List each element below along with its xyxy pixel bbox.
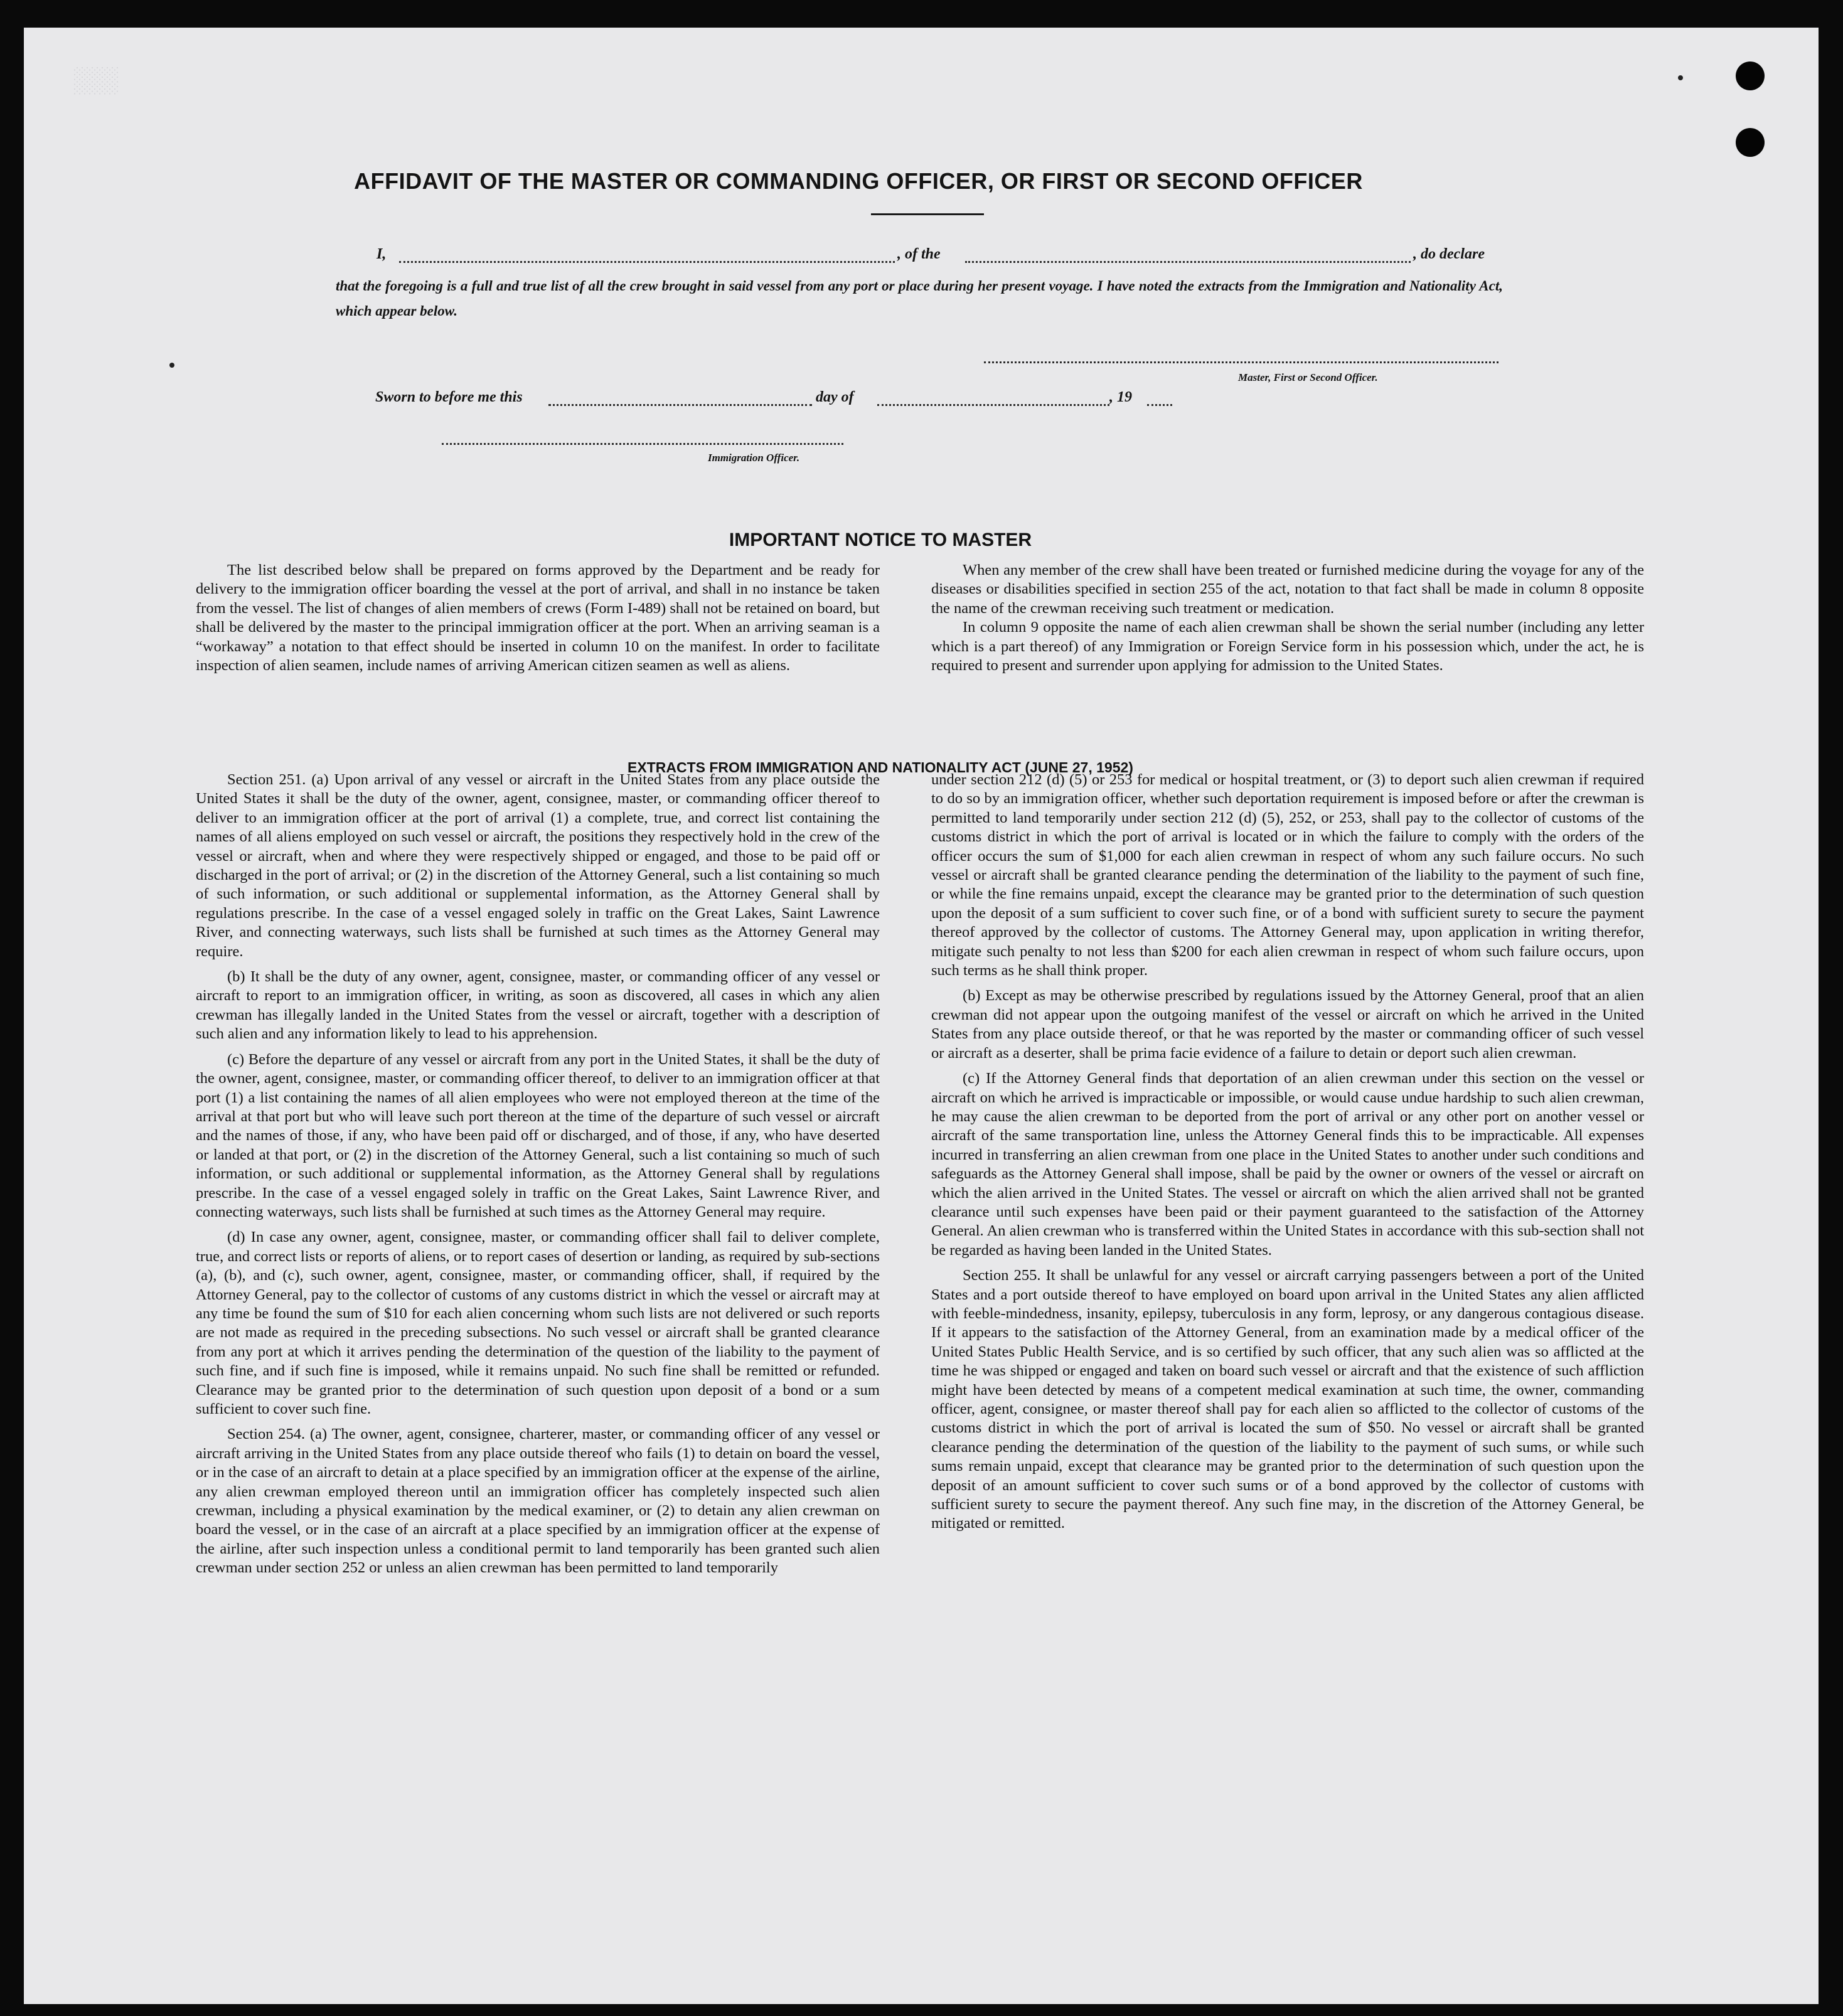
declaration-text: that the foregoing is a full and true list of all the crew brought in said vessel from any port or place during her present voyage. I have noted the extracts from the Immigration and Nationality Act, which appear below. [336, 278, 1503, 319]
section-251d-text: (d) In case any owner, agent, consignee, master, or commanding officer shall fail to deliver complete, true, and correct lists or reports of aliens, or to report cases of desertion or landing, as required by sub-sections (a), (b), and (c), such owner, agent, consignee, master, or commanding officer, shall, if required by the Attorney General, pay to the collector of customs of any customs district in which the vessel or aircraft may at any time be found the sum of $10 for each alien concerning whom such lists are not delivered or such reports are not made as required in the preceding subsections. No such vessel or aircraft shall be granted clearance from any port at which it arrives pending the determination of the question of the liability to the payment of such fine, and if such fine is imposed, while it remains unpaid. No such fine shall be remitted or refunded. Clearance may be granted prior to the determination of such question upon deposit of a bond or a sum sufficient to cover such fine. [196, 1229, 880, 1417]
document-page [24, 28, 1819, 2004]
section-251c-text: (c) Before the departure of any vessel or aircraft from any port in the United States, it shall be the duty of the owner, agent, consignee, master, or commanding officer thereof, to deliver to an immigration officer at that port (1) a list containing the names of all alien employees who were not employed thereon at the time of the arrival at that port but who will leave such port thereon at the time of the departure of such vessel or aircraft and the names of those, if any, who have been paid off or discharged, and of those, if any, who have deserted or landed at that port, or (2) in the discretion of the Attorney General, such a list containing so much of such information, or such additional or supplemental information, as the Attorney General shall by regulations prescribe. In the case of a vessel engaged solely in traffic on the Great Lakes, Saint Lawrence River, and connecting waterways, such lists shall be furnished at such times as the Attorney General may require. [196, 1050, 880, 1220]
section-251b-text: (b) It shall be the duty of any owner, agent, consignee, master, or commanding officer of any vessel or aircraft to report to an immigration officer, in writing, as soon as discovered, all cases in which any alien crewman has illegally landed in the United States from the vessel or aircraft, together with a description of such alien and any information likely to lead to his apprehension. [196, 968, 880, 1043]
extracts-right-column [931, 771, 1644, 1540]
affidavit-title: AFFIDAVIT OF THE MASTER OR COMMANDING OFFICER, OR FIRST OR SECOND OFFICER [354, 168, 1363, 194]
vessel-field[interactable] [965, 261, 1411, 263]
scan-speck [169, 363, 174, 368]
notice-title: IMPORTANT NOTICE TO MASTER [729, 530, 1032, 550]
officer-signature-label: Immigration Officer. [708, 452, 800, 464]
sworn-date-field[interactable] [548, 404, 812, 406]
of-the-label: , of the [897, 246, 941, 262]
punch-hole-top [1736, 61, 1765, 90]
punch-hole-bottom [1736, 128, 1765, 157]
show-through-texture: ░░░ [74, 65, 120, 93]
notice-right-column [931, 561, 1644, 681]
section-254a-text: Section 254. (a) The owner, agent, consignee, charterer, master, or commanding officer of any vessel or aircraft arriving in the United States from any place outside thereof who fails (1) to detain on board the vessel, or in the case of an aircraft to detain at a place specified by an immigration officer at the expense of the airline, any alien crewman employed thereon until an immigration officer has completely inspected such alien crewman, including a physical examination by the medical examiner, or (2) to detain any alien crewman on board the vessel, or in the case of an aircraft at a place specified by an immigration officer at the expense of the airline, after such inspection unless a conditional permit to land temporarily has been granted such alien crewman under section 252 or unless an alien crewman has been permitted to land temporarily [196, 1426, 880, 1577]
year-label: , 19 [1109, 389, 1132, 405]
do-declare-label: , do declare [1413, 246, 1485, 262]
sworn-month-field[interactable] [877, 404, 1109, 406]
section-251a-text: Section 251. (a) Upon arrival of any vessel or aircraft in the United States from any place outside the United States it shall be the duty of the owner, agent, consignee, master, or commanding officer thereof to deliver to an immigration officer at the port of arrival (1) a complete, true, and correct list containing the names of all aliens employed on such vessel or aircraft, the positions they respectively hold in the crew of the vessel or aircraft, when and where they were respectively shipped or engaged, and those to be paid off or discharged in the port of arrival; or (2) in the discretion of the Attorney General, such a list containing so much of such information, or such additional or supplemental information, as the Attorney General shall by regulations prescribe. In the case of a vessel engaged solely in traffic on the Great Lakes, Saint Lawrence River, and connecting waterways, such lists shall be furnished at such times as the Attorney General may require. [196, 771, 880, 960]
section-254a-continued-text: under section 212 (d) (5) or 253 for medical or hospital treatment, or (3) to deport such alien crewman if required to do so by an immigration officer, whether such deportation requirement is imposed before or after the crewman is permitted to land temporarily under section 212 (d) (5), 252, or 253, shall pay to the collector of customs of the customs district in which the port of arrival is located or in which the failure to comply with the orders of the officer occurs the sum of $1,000 for each alien crewman in respect of whom any such failure occurs. No such vessel or aircraft shall be granted clearance pending the determination of the liability to the payment of such fine, or while the fine remains unpaid, except the clearance may be granted prior to the determination of such question upon the deposit of a sum sufficient to cover such fine, or of a bond with sufficient surety to secure the payment thereof approved by the collector of customs. The Attorney General may, upon application in writing therefor, mitigate such penalty to not less than $200 for each alien crewman in respect of whom such failure occurs, upon such terms as he shall think proper. [931, 771, 1644, 979]
officer-signature-field[interactable] [442, 443, 843, 445]
master-signature-field[interactable] [984, 361, 1498, 363]
notice-right-paragraph: When any member of the crew shall have been treated or furnished medicine during the voyage for any of the diseases or disabilities specified in section 255 of the act, notation to that fact shall be made in column 8 opposite the name of the crewman receiving such treatment or medication. [931, 562, 1644, 617]
master-signature-label: Master, First or Second Officer. [1238, 371, 1378, 383]
title-underline [871, 213, 984, 215]
section-254c-text: (c) If the Attorney General finds that deportation of an alien crewman under this section on the vessel or aircraft on which he arrived is impracticable or impossible, or would cause undue hardship to such alien crewman, he may cause the alien crewman to be deported from the port of arrival or any other port on another vessel or aircraft of the same transportation line, unless the Attorney General finds this to be impracticable. All expenses incurred in transferring an alien crewman from one place in the United States to another under such conditions and safeguards as the Attorney General shall impose, shall be paid by the owner or owners of the vessel or aircraft on which the alien arrived in the United States. The vessel or aircraft on which the alien arrived shall not be granted clearance until such expenses have been paid or their payment guaranteed to the satisfaction of the Attorney General. An alien crewman who is transferred within the United States in accordance with this sub-section shall not be regarded as having been landed in the United States. [931, 1070, 1644, 1259]
sworn-label: Sworn to before me this [375, 389, 523, 405]
notice-left-paragraph: The list described below shall be prepared on forms approved by the Department and be ready for delivery to the immigration officer boarding the vessel at the port of arrival, and shall in no instance be taken from the vessel. The list of changes of alien members of crews (Form I-489) shall not be retained on board, but shall be delivered by the master to the principal immigration officer at the port. When an arriving seaman is a “workaway” a notation to that effect should be inserted in column 10 on the manifest. In order to facilitate inspection of alien seamen, include names of arriving American citizen seamen as well as aliens. [196, 562, 880, 675]
notice-left-column [196, 561, 880, 681]
i-label: I, [377, 246, 387, 262]
extracts-title: EXTRACTS FROM IMMIGRATION AND NATIONALITY ACT (JUNE 27, 1952) [628, 759, 1133, 776]
section-255-text: Section 255. It shall be unlawful for any vessel or aircraft carrying passengers between a port of the United States and a port outside thereof to have employed on board upon arrival in the United States any alien afflicted with feeble-mindedness, insanity, epilepsy, tuberculosis in any form, leprosy, or any dangerous contagious disease. If it appears to the satisfaction of the Attorney General, from an examination made by a medical officer of the United States Public Health Service, and is so certified by such officer, that any such alien was so afflicted at the time he was shipped or engaged and taken on board such vessel or aircraft and that the existence of such affliction might have been detected by means of a competent medical examination at such time, the owner, commanding officer, agent, consignee, or master thereof shall pay for each alien so afflicted to the collector of customs of the customs district in which the port of arrival is located the sum of $50. No vessel or aircraft shall be granted clearance pending the determination of the question of the liability to the payment of such sums, or while such sums remain unpaid, except that clearance may be granted prior to the determination of such question upon the deposit of an amount sufficient to cover such sums or of a bond approved by the collector of customs with sufficient surety to secure the payment thereof. Any such fine may, in the discretion of the Attorney General, be mitigated or remitted. [931, 1267, 1644, 1532]
section-254b-text: (b) Except as may be otherwise prescribed by regulations issued by the Attorney General, proof that an alien crewman did not appear upon the outgoing manifest of the vessel or aircraft on which he arrived in the United States from any place outside thereof, or that he was reported by the master or commanding officer of such vessel or aircraft as a deserter, shall be prima facie evidence of a failure to detain or deport such alien crewman. [931, 987, 1644, 1062]
notice-right-paragraph: In column 9 opposite the name of each alien crewman shall be shown the serial number (including any letter which is a part thereof) of any Immigration or Foreign Service form in his possession which, under the act, he is required to present and surrender upon applying for admission to the United States. [931, 619, 1644, 675]
scan-speck [1678, 75, 1683, 80]
name-field[interactable] [399, 261, 895, 263]
extracts-left-column [196, 771, 880, 1584]
day-of-label: day of [816, 389, 854, 405]
sworn-year-field[interactable] [1147, 404, 1172, 406]
